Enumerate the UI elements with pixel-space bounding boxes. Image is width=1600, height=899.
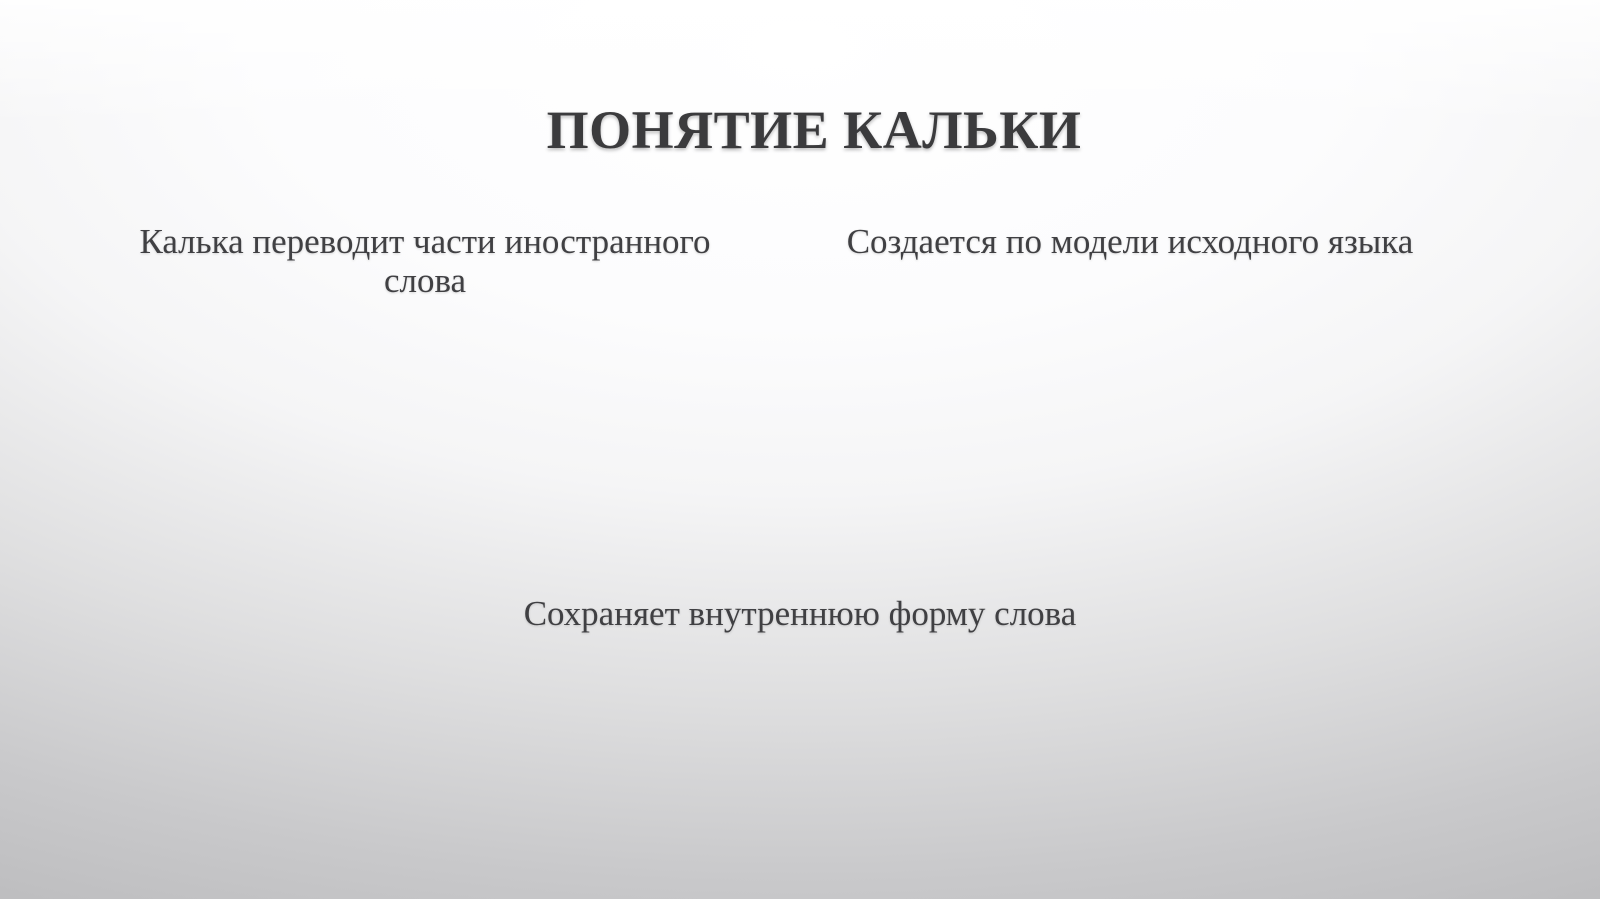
- text-block-preserves-inner-form: Сохраняет внутреннюю форму слова: [523, 594, 1077, 633]
- text-block-calque-translates-parts: Калька переводит части иностранного слова: [139, 222, 711, 301]
- text-block-created-by-source-model: Создается по модели исходного языка: [846, 222, 1414, 261]
- slide-title: ПОНЯТИЕ КАЛЬКИ: [546, 100, 1082, 161]
